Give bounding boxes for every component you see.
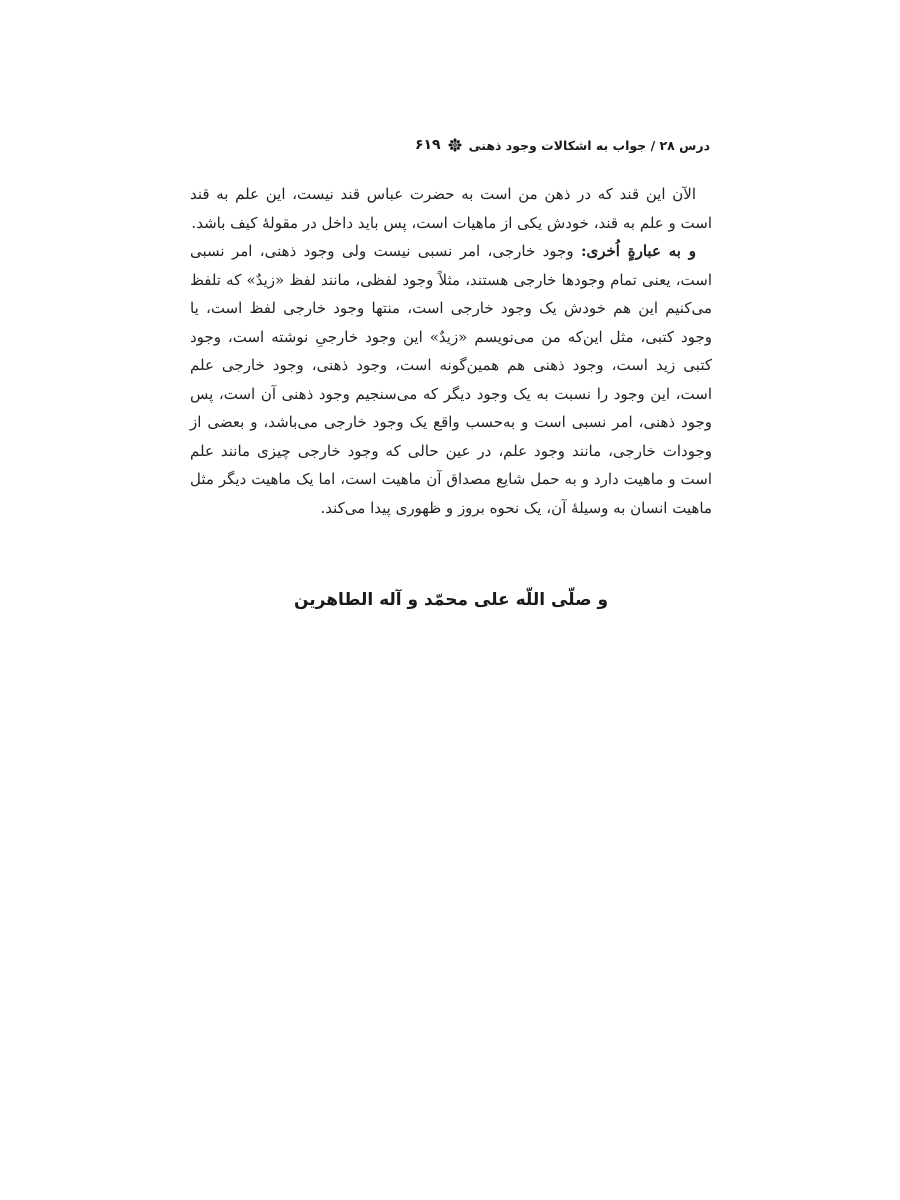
running-title: درس ۲۸ / جواب به اشکالات وجود ذهنی <box>468 137 710 153</box>
body-text <box>190 180 712 522</box>
page-number: ۶۱۹ <box>414 137 441 153</box>
closing-benediction: و صلّی اللّه علی محمّد و آله الطاهرین <box>293 590 609 610</box>
running-head <box>190 137 710 153</box>
paragraph-1: الآن این قند که در ذهن من است به حضرت عباس قند نیست، این علم به قند است و علم به قند، خودش یکی از ماهیات است، پس باید داخل در مقولهٔ کیف باشد. <box>190 185 712 232</box>
paragraph-2 <box>190 237 712 522</box>
paragraph-2-lead: و به عبارةٍ اُخری: <box>580 242 696 260</box>
paragraph-2-rest: وجود خارجی، امر نسبی نیست ولی وجود ذهنی، امر نسبی است، یعنی تمام وجودها خارجی هستند، مثلاً وجود لفظی، مانند لفظ «زیدٌ» که تلفظ می‌کنیم این هم خودش یک وجود خارجی است، منتها وجود خارجی لفظ است، یا وجود کتبی، مثل این‌که من می‌نویسم «زیدٌ» این وجود خارجیِ نوشته است، وجود کتبی زید است، وجود ذهنی هم همین‌گونه است، وجود ذهنی، وجود خارجی علم است، این وجود را نسبت به یک وجود دیگر که می‌سنجیم وجود ذهنی آن است، پس وجود ذهنی، امر نسبی است و به‌حسب واقع یک وجود خارجی می‌باشد، و بعضی از وجودات خارجی، مانند وجود علم، در عین حالی که وجود خارجی چیزی مانند علم است و ماهیت دارد و به حمل شایع مصداق آن ماهیت است، اما یک ماهیت دیگر مثل ماهیت انسان به وسیلهٔ آن، یک نحوه بروز و ظهوری پیدا می‌کند. <box>190 242 712 517</box>
flower-ornament-icon <box>448 138 462 152</box>
